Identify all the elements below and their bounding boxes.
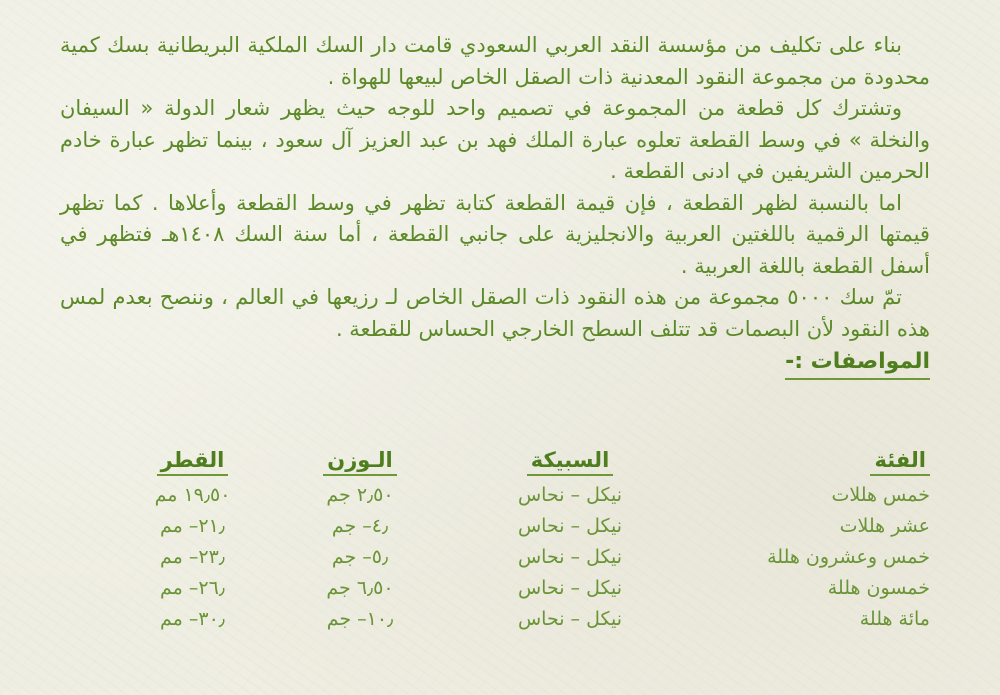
specs-header-row xyxy=(105,445,930,479)
table-row xyxy=(105,541,930,572)
cell-category: عشر هللات xyxy=(839,514,930,537)
cell-weight: ٥٫– جم xyxy=(331,545,389,568)
table-row xyxy=(105,510,930,541)
table-row xyxy=(105,479,930,510)
cell-category: مائة هللة xyxy=(859,607,930,630)
column-header-diameter: القطر xyxy=(105,445,280,479)
cell-diameter: ١٩٫٥٠ مم xyxy=(154,483,231,506)
cell-weight: ١٠٫– جم xyxy=(326,607,394,630)
cell-weight: ٦٫٥٠ جم xyxy=(326,576,394,599)
document-body xyxy=(60,30,930,380)
cell-alloy: نيكل – نحاس xyxy=(517,514,623,537)
cell-diameter: ٢١٫– مم xyxy=(160,514,225,537)
cell-category: خمس وعشرون هللة xyxy=(767,545,930,568)
cell-alloy: نيكل – نحاس xyxy=(517,607,623,630)
cell-diameter: ٢٦٫– مم xyxy=(160,576,225,599)
column-header-weight: الـوزن xyxy=(280,445,440,479)
paragraph-intro: بناء على تكليف من مؤسسة النقد العربي السعودي قامت دار السك الملكية البريطانية بسك كمية محدودة من مجموعة النقود المعدنية ذات الصقل الخاص لبيعها للهواة . xyxy=(60,33,930,89)
cell-diameter: ٢٣٫– مم xyxy=(160,545,225,568)
cell-weight: ٤٫– جم xyxy=(331,514,389,537)
paragraph-mintage: تمّ سك ٥٠٠٠ مجموعة من هذه النقود ذات الصقل الخاص لـ رزيعها في العالم ، وننصح بعدم لمس هذه النقود لأن البصمات قد تتلف السطح الخارجي الحساس للقطعة . xyxy=(60,285,930,341)
cell-category: خمسون هللة xyxy=(827,576,930,599)
cell-alloy: نيكل – نحاس xyxy=(517,576,623,599)
specs-heading: المواصفات :- xyxy=(785,347,930,380)
paragraph-obverse: وتشترك كل قطعة من المجموعة في تصميم واحد للوجه حيث يظهر شعار الدولة « السيفان والنخلة » في وسط القطعة تعلوه عبارة الملك فهد بن عبد العزيز آل سعود ، بينما تظهر عبارة خادم الحرمين الشريفين في ادنى القطعة . xyxy=(60,96,930,183)
column-header-category: الفئة xyxy=(700,445,930,479)
cell-diameter: ٣٠٫– مم xyxy=(160,607,225,630)
column-header-alloy: السبيكة xyxy=(440,445,700,479)
paragraph-reverse: اما بالنسبة لظهر القطعة ، فإن قيمة القطعة كتابة تظهر في وسط القطعة وأعلاها . كما تظهر قيمتها الرقمية باللغتين العربية والانجليزية على جانبي القطعة ، أما سنة السك ١٤٠٨هـ فتظهر في أسفل القطعة باللغة العربية . xyxy=(60,190,930,278)
cell-alloy: نيكل – نحاس xyxy=(517,545,623,568)
cell-category: خمس هللات xyxy=(831,483,930,506)
specs-table xyxy=(105,445,930,634)
cell-alloy: نيكل – نحاس xyxy=(517,483,623,506)
table-row xyxy=(105,603,930,634)
cell-weight: ٢٫٥٠ جم xyxy=(326,483,394,506)
table-row xyxy=(105,572,930,603)
